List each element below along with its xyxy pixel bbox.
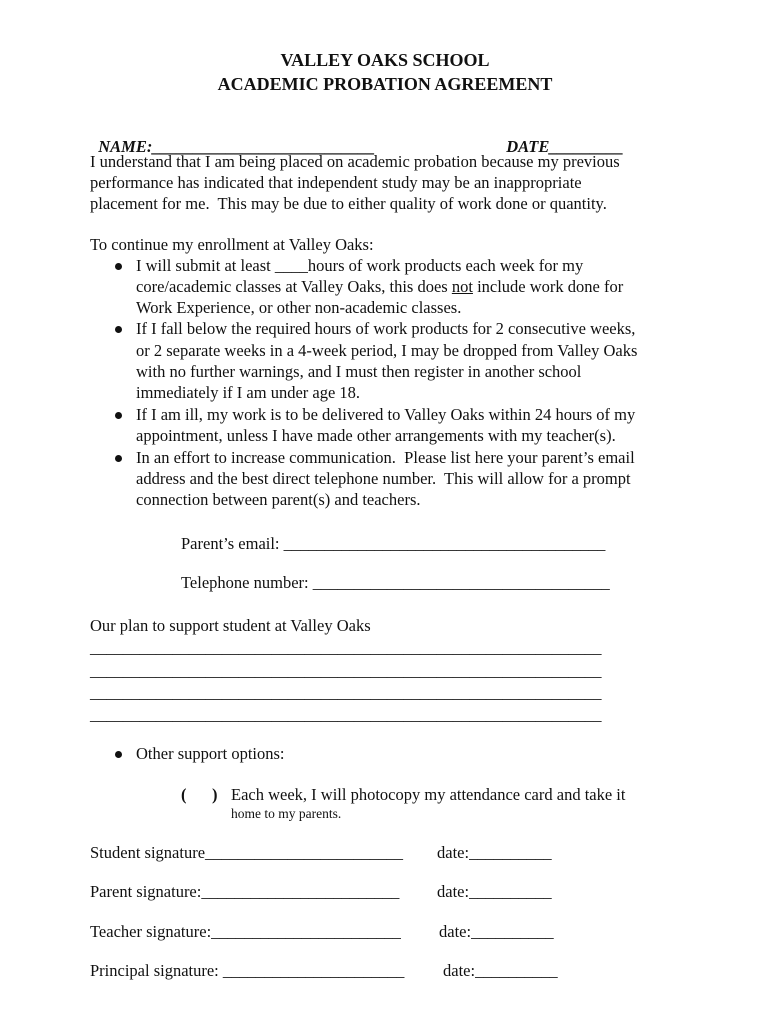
document-title: ACADEMIC PROBATION AGREEMENT [217,74,553,94]
option-text-line-2: home to my parents. [231,806,342,821]
parent-email-field[interactable]: Parent’s email: _______________________________________ [181,534,606,553]
telephone-field[interactable]: Telephone number: ____________________________________ [181,573,610,592]
bullet-2-line-2: or 2 separate weeks in a 4-week period, I may be dropped from Valley Oaks [136,341,638,360]
date-blank[interactable]: _________ [549,137,624,156]
school-name: VALLEY OAKS SCHOOL [280,50,490,70]
intro-line-2: performance has indicated that independent study may be an inappropriate [90,173,582,192]
bullet-3-line-1: If I am ill, my work is to be delivered to Valley Oaks within 24 hours of my [136,405,636,424]
bullet-1-line-2: core/academic classes at Valley Oaks, this does not include work done for [136,277,624,296]
bullet-1-line-3: Work Experience, or other non-academic classes. [136,298,462,317]
bullet-2-line-1: If I fall below the required hours of work products for 2 consecutive weeks, [136,319,636,338]
bullet-4 [115,455,122,462]
bullet-3 [115,412,122,419]
date-label: DATE [506,137,550,156]
student-date-field[interactable]: date:__________ [437,843,552,862]
plan-line[interactable]: ______________________________________________________________ [90,661,602,680]
bullet-2-line-4: immediately if I am under age 18. [136,383,361,402]
bullet-3-line-2: appointment, unless I have made other arrangements with my teacher(s). [136,426,616,445]
intro-line-1: I understand that I am being placed on academic probation because my previous [90,152,620,171]
option-text-line-1: Each week, I will photocopy my attendance card and take it [231,785,626,804]
plan-line[interactable]: ______________________________________________________________ [90,683,602,702]
teacher-signature-field[interactable]: Teacher signature:_______________________ [90,922,401,941]
bullet-5 [115,751,122,758]
principal-signature-field[interactable]: Principal signature: ______________________ [90,961,405,980]
teacher-date-field[interactable]: date:__________ [439,922,554,941]
name-blank[interactable]: ___________________________ [152,137,376,156]
continue-heading: To continue my enrollment at Valley Oaks: [90,235,374,254]
bullet-1-line-1: I will submit at least ____hours of work products each week for my [136,256,584,275]
bullet-4-line-1: In an effort to increase communication. Please list here your parent’s email [136,448,635,467]
plan-heading: Our plan to support student at Valley Oaks [90,616,371,635]
not-emphasis: not [451,277,473,296]
parent-signature-field[interactable]: Parent signature:________________________ [90,882,400,901]
parent-date-field[interactable]: date:__________ [437,882,552,901]
bullet-4-line-3: connection between parent(s) and teachers. [136,490,421,509]
option-checkbox-open[interactable]: ( [181,785,187,804]
student-signature-field[interactable]: Student signature________________________ [90,843,404,862]
plan-line[interactable]: ______________________________________________________________ [90,705,602,724]
plan-line[interactable]: ______________________________________________________________ [90,638,602,657]
bullet-1 [115,263,122,270]
name-label: NAME: [98,137,153,156]
intro-line-3: placement for me. This may be due to either quality of work done or quantity. [90,194,607,213]
principal-date-field[interactable]: date:__________ [443,961,558,980]
option-checkbox-close[interactable]: ) [212,785,218,804]
bullet-4-line-2: address and the best direct telephone number. This will allow for a prompt [136,469,631,488]
other-support-heading: Other support options: [136,744,285,763]
bullet-2-line-3: with no further warnings, and I must then register in another school [136,362,582,381]
bullet-2 [115,326,122,333]
